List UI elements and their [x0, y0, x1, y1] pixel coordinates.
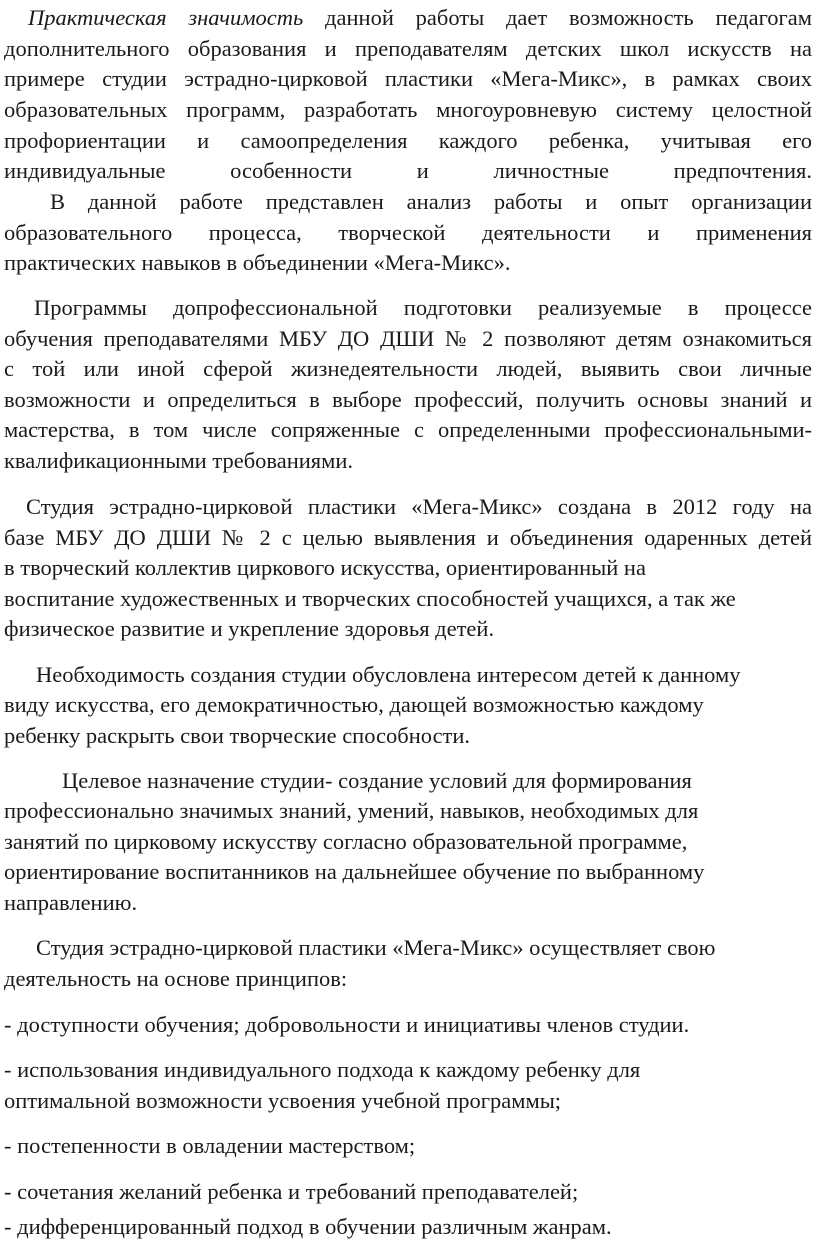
paragraph-6-line-1: Целевое назначение студии- создание условий для формирования	[62, 768, 692, 793]
paragraph-3-line-3: с той или иной сферой жизнедеятельности людей, выявить свои личные	[4, 356, 812, 381]
paragraph-5-line-3: ребенку раскрыть свои творческие способности.	[4, 723, 471, 748]
paragraph-4-line-5: физическое развитие и укрепление здоровья детей.	[4, 616, 495, 641]
paragraph-1-line-4: образовательных программ, разработать многоуровневую систему целостной	[4, 97, 812, 122]
paragraph-7-line-2: деятельность на основе принципов:	[4, 966, 348, 991]
principle-item-2-line-1: - использования индивидуального подхода к каждому ребенку для	[4, 1057, 641, 1082]
principle-item-5: - дифференцированный подход в обучении различным жанрам.	[4, 1214, 612, 1239]
paragraph-4-line-4: воспитание художественных и творческих способностей учащихся, а так же	[4, 586, 736, 611]
principle-item-3: - постепенности в овладении мастерством;	[4, 1133, 416, 1158]
paragraph-4-line-1: Студия эстрадно-цирковой пластики «Мега-Микс» создана в 2012 году на	[26, 494, 812, 519]
paragraph-2-line-3: практических навыков в объединении «Мега-Микс».	[4, 250, 511, 275]
paragraph-5-line-1: Необходимость создания студии обусловлена интересом детей к данному	[36, 662, 741, 687]
paragraph-6-line-3: занятий по цирковому искусству согласно образовательной программе,	[4, 829, 688, 854]
principle-item-4: - сочетания желаний ребенка и требований преподавателей;	[4, 1179, 579, 1204]
paragraph-2-line-1: В данной работе представлен анализ работы и опыт организации	[50, 189, 812, 214]
paragraph-6-line-5: направлению.	[4, 890, 138, 915]
paragraph-1-line-2: дополнительного образования и преподавателям детских школ искусств на	[4, 36, 812, 61]
paragraph-4-line-2: базе МБУ ДО ДШИ № 2 с целью выявления и объединения одаренных детей	[4, 525, 812, 550]
paragraph-3-line-2: обучения преподавателями МБУ ДО ДШИ № 2 позволяют детям ознакомиться	[4, 326, 812, 351]
paragraph-2-line-2: образовательного процесса, творческой деятельности и применения	[4, 220, 812, 245]
paragraph-1-line-1: Практическая значимость данной работы дает возможность педагогам	[28, 5, 812, 30]
paragraph-3-line-5: мастерства, в том числе сопряженные с определенными профессиональными-	[4, 417, 812, 442]
paragraph-1-line-6: индивидуальные особенности и личностные предпочтения.	[4, 158, 812, 183]
paragraph-1-line-5: профориентации и самоопределения каждого ребенка, учитывая его	[4, 128, 812, 153]
paragraph-4-line-3: в творческий коллектив циркового искусства, ориентированный на	[4, 555, 646, 580]
paragraph-1-line-3: примере студии эстрадно-цирковой пластики «Мега-Микс», в рамках своих	[4, 66, 812, 91]
paragraph-3-line-6: квалификационными требованиями.	[4, 448, 354, 473]
paragraph-6-line-4: ориентирование воспитанников на дальнейшее обучение по выбранному	[4, 859, 705, 884]
italic-term: Практическая значимость	[28, 5, 304, 30]
principle-item-1: - доступности обучения; добровольности и инициативы членов студии.	[4, 1012, 690, 1037]
paragraph-6-line-2: профессионально значимых знаний, умений, навыков, необходимых для	[4, 798, 699, 823]
paragraph-5-line-2: виду искусства, его демократичностью, дающей возможностью каждому	[4, 692, 704, 717]
principle-item-2-line-2: оптимальной возможности усвоения учебной программы;	[4, 1088, 562, 1113]
paragraph-3-line-1: Программы допрофессиональной подготовки реализуемые в процессе	[34, 295, 812, 320]
paragraph-3-line-4: возможности и определиться в выборе профессий, получить основы знаний и	[4, 387, 812, 412]
paragraph-7-line-1: Студия эстрадно-цирковой пластики «Мега-Микс» осуществляет свою	[36, 935, 716, 960]
